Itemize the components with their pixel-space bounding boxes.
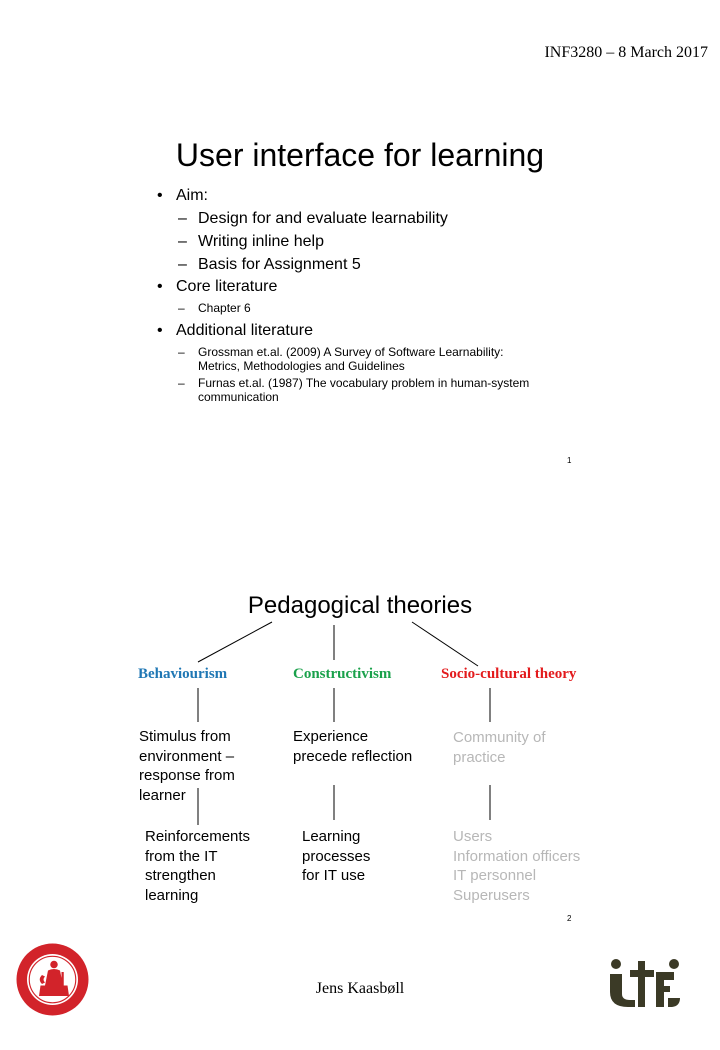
footer-author: Jens Kaasbøll [315, 980, 405, 997]
header-course-date: INF3280 – 8 March 2017 [544, 44, 708, 61]
slide2-title: Pedagogical theories [247, 592, 473, 619]
text-line: strengthen [145, 867, 216, 884]
aim-item: – Basis for Assignment 5 [155, 253, 615, 276]
additional-item-line: communication [198, 390, 279, 404]
text-line: response from [139, 767, 235, 784]
theory-socio-cultural: Socio-cultural theory [441, 666, 577, 682]
core-item: – Chapter 6 [155, 301, 615, 315]
slide2-page-number: 2 [567, 914, 572, 923]
text-line: Stimulus from [139, 728, 231, 745]
text-line: learning [145, 886, 199, 904]
slide1-title: User interface for learning [175, 137, 545, 173]
slide1-page-number: 1 [567, 456, 572, 465]
behaviourism-level2-text [145, 827, 250, 905]
theory-constructivism: Constructivism [293, 666, 392, 682]
text-line: Experience [293, 728, 369, 745]
text-line: Community of [453, 729, 546, 746]
text-line: learner [139, 786, 186, 804]
text-line: environment – [139, 747, 235, 765]
socio-cultural-level2-text [453, 827, 580, 905]
aim-item: – Writing inline help [155, 230, 615, 253]
text-line: from the IT [145, 847, 218, 865]
socio-cultural-level1-text [453, 728, 546, 767]
text-line: Users [453, 828, 493, 845]
text-line: Information officers [453, 847, 581, 865]
additional-item-line: Metrics, Methodologies and Guidelines [198, 359, 405, 373]
connector-line [412, 622, 478, 666]
text-line: Reinforcements [145, 828, 251, 845]
aim-item: – Design for and evaluate learnability [155, 207, 615, 230]
connector-line [198, 622, 272, 662]
text-line: precede reflection [293, 747, 413, 765]
additional-item-line: Grossman et.al. (2009) A Survey of Software Learnability: [198, 345, 504, 359]
additional-item-line: Furnas et.al. (1987) The vocabulary problem in human-system [198, 376, 530, 390]
text-line: IT personnel [453, 867, 537, 884]
behaviourism-level1-text [139, 727, 235, 805]
bullet-additional-literature: • Additional literature [155, 320, 615, 342]
constructivism-level1-text [293, 727, 412, 766]
bullet-aim: • Aim: [155, 185, 615, 207]
constructivism-level2-text [302, 827, 370, 886]
text-line: practice [453, 748, 506, 766]
ifi-logo [608, 958, 683, 1008]
text-line: Learning [302, 828, 361, 845]
text-line: Superusers [453, 886, 530, 904]
text-line: processes [302, 847, 371, 865]
theory-behaviourism: Behaviourism [138, 666, 228, 682]
text-line: for IT use [302, 867, 366, 884]
bullet-core-literature: • Core literature [155, 276, 615, 298]
ifi-logo-icon [608, 958, 683, 1008]
